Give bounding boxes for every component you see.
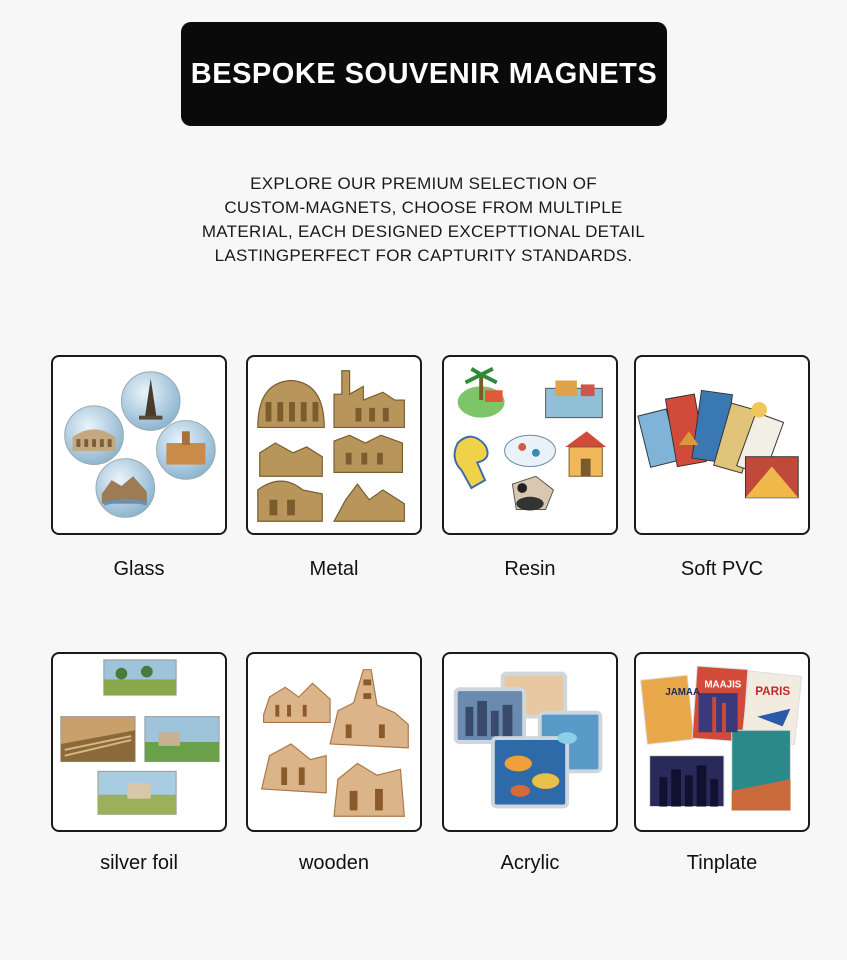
material-card-wooden[interactable] — [246, 652, 422, 832]
acrylic-magnets-icon — [444, 654, 616, 830]
material-card-soft-pvc[interactable] — [634, 355, 810, 535]
material-label-silver-foil: silver foil — [100, 852, 178, 874]
intro-line: EXPLORE OUR PREMIUM SELECTION OF — [250, 174, 597, 193]
material-card-glass[interactable] — [51, 355, 227, 535]
poster-text-1: JAMAA — [665, 687, 701, 699]
tinplate-magnets-icon — [636, 654, 808, 830]
intro-line: CUSTOM-MAGNETS, CHOOSE FROM MULTIPLE — [224, 198, 623, 217]
intro-line: LASTINGPERFECT FOR CAPTURITY STANDARDS. — [214, 246, 633, 265]
material-label-glass: Glass — [113, 558, 165, 580]
material-card-acrylic[interactable] — [442, 652, 618, 832]
poster-text-2: MAAJIS — [704, 679, 742, 691]
material-label-soft-pvc: Soft PVC — [680, 558, 764, 580]
metal-magnets-icon — [248, 357, 420, 533]
material-label-resin: Resin — [504, 558, 556, 580]
material-card-resin[interactable] — [442, 355, 618, 535]
resin-magnets-icon — [444, 357, 616, 533]
poster-text-3: PARIS — [755, 685, 791, 699]
material-label-metal: Metal — [309, 558, 359, 580]
page-title: BESPOKE SOUVENIR MAGNETS — [190, 57, 658, 90]
silver-foil-magnets-icon — [53, 654, 225, 830]
intro-line: MATERIAL, EACH DESIGNED EXCEPTTIONAL DETAIL — [201, 222, 646, 241]
material-label-tinplate: Tinplate — [686, 852, 758, 874]
soft-pvc-magnets-icon — [636, 357, 808, 533]
material-label-wooden: wooden — [298, 852, 370, 874]
material-card-silver-foil[interactable] — [51, 652, 227, 832]
wooden-magnets-icon — [248, 654, 420, 830]
glass-magnets-icon — [53, 357, 225, 533]
material-label-acrylic: Acrylic — [500, 852, 560, 874]
material-card-tinplate[interactable] — [634, 652, 810, 832]
material-card-metal[interactable] — [246, 355, 422, 535]
